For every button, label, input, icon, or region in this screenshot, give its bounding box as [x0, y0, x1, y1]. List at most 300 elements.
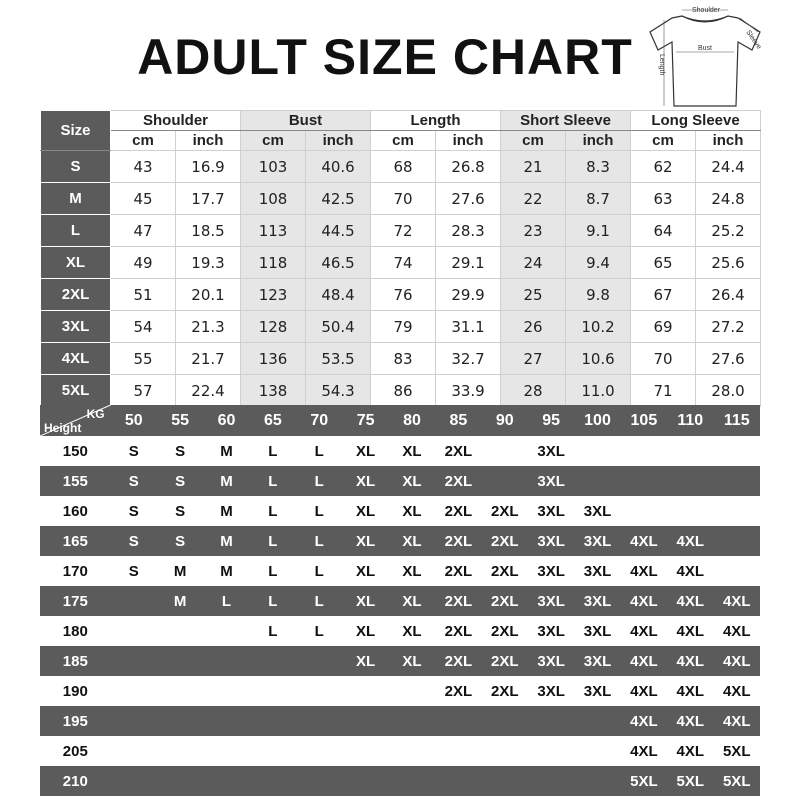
recommended-size-cell: 4XL: [667, 616, 713, 646]
height-label-cell: 190: [40, 676, 111, 706]
measurement-cell: 46.5: [306, 247, 371, 279]
table-row: [40, 496, 760, 526]
recommended-size-cell: M: [203, 436, 249, 466]
weight-header: 90: [482, 405, 528, 436]
recommended-size-cell: 4XL: [713, 676, 760, 706]
table-row: [41, 247, 761, 279]
measurement-cell: 27: [501, 343, 566, 375]
height-label-cell: 150: [40, 436, 111, 466]
height-weight-corner: [40, 405, 111, 436]
recommended-size-cell: 4XL: [667, 676, 713, 706]
measurement-cell: 47: [111, 215, 176, 247]
measurement-cell: 118: [241, 247, 306, 279]
recommended-size-cell: 4XL: [713, 706, 760, 736]
recommended-size-cell: XL: [342, 646, 388, 676]
recommended-size-cell: S: [111, 496, 157, 526]
recommended-size-cell: [203, 706, 249, 736]
recommended-size-cell: [713, 496, 760, 526]
height-label-cell: 165: [40, 526, 111, 556]
measurement-cell: 49: [111, 247, 176, 279]
table-row: [41, 151, 761, 183]
measurement-cell: 27.6: [696, 343, 761, 375]
recommended-size-cell: 4XL: [667, 586, 713, 616]
recommended-size-cell: 2XL: [435, 616, 481, 646]
recommended-size-cell: [296, 736, 342, 766]
table-row: [40, 766, 760, 796]
measurement-cell: 83: [371, 343, 436, 375]
measurement-cell: 86: [371, 375, 436, 407]
measurement-cell: 55: [111, 343, 176, 375]
recommended-size-cell: [621, 466, 667, 496]
recommended-size-cell: L: [296, 556, 342, 586]
recommended-size-cell: [203, 766, 249, 796]
recommended-size-cell: L: [250, 586, 296, 616]
recommended-size-cell: L: [296, 436, 342, 466]
measurement-cell: 68: [371, 151, 436, 183]
recommended-size-cell: 2XL: [482, 496, 528, 526]
recommended-size-cell: 3XL: [574, 526, 620, 556]
recommended-size-cell: 2XL: [482, 616, 528, 646]
recommended-size-cell: [621, 436, 667, 466]
recommended-size-cell: 4XL: [621, 706, 667, 736]
recommended-size-cell: 3XL: [574, 496, 620, 526]
recommended-size-cell: [157, 766, 203, 796]
recommended-size-cell: [296, 646, 342, 676]
recommended-size-cell: [342, 766, 388, 796]
recommended-size-cell: [528, 706, 574, 736]
measurement-cell: 8.3: [566, 151, 631, 183]
weight-header: 55: [157, 405, 203, 436]
measurement-cell: 29.9: [436, 279, 501, 311]
recommended-size-cell: S: [111, 526, 157, 556]
size-label: 5XL: [41, 375, 111, 407]
unit-header: cm: [371, 131, 436, 151]
measurement-cell: 8.7: [566, 183, 631, 215]
group-header: Length: [371, 111, 501, 131]
recommended-size-cell: 3XL: [528, 586, 574, 616]
recommended-size-cell: 2XL: [482, 586, 528, 616]
recommended-size-cell: XL: [389, 526, 435, 556]
measurement-cell: 62: [631, 151, 696, 183]
recommended-size-cell: L: [250, 436, 296, 466]
recommended-size-cell: [713, 466, 760, 496]
recommended-size-cell: 5XL: [713, 766, 760, 796]
recommended-size-cell: S: [157, 526, 203, 556]
recommended-size-cell: [574, 766, 620, 796]
measurement-cell: 20.1: [176, 279, 241, 311]
measurement-cell: 9.4: [566, 247, 631, 279]
diagram-shoulder-label: Shoulder: [692, 7, 721, 14]
recommended-size-cell: L: [250, 556, 296, 586]
recommended-size-cell: 3XL: [574, 616, 620, 646]
recommended-size-cell: [713, 436, 760, 466]
unit-header: cm: [631, 131, 696, 151]
recommended-size-cell: L: [296, 616, 342, 646]
unit-header: inch: [436, 131, 501, 151]
recommended-size-cell: 5XL: [713, 736, 760, 766]
unit-header: inch: [566, 131, 631, 151]
measurement-cell: 72: [371, 215, 436, 247]
measurement-cell: 48.4: [306, 279, 371, 311]
recommended-size-cell: [482, 706, 528, 736]
recommended-size-cell: [482, 736, 528, 766]
recommended-size-cell: [621, 496, 667, 526]
recommended-size-cell: XL: [342, 526, 388, 556]
recommended-size-cell: XL: [342, 616, 388, 646]
weight-header: 50: [111, 405, 157, 436]
measurement-cell: 27.6: [436, 183, 501, 215]
measurement-cell: 54.3: [306, 375, 371, 407]
measurement-cell: 76: [371, 279, 436, 311]
recommended-size-cell: XL: [342, 466, 388, 496]
recommended-size-cell: 4XL: [667, 736, 713, 766]
recommended-size-cell: XL: [342, 496, 388, 526]
recommended-size-cell: S: [111, 556, 157, 586]
weight-header: 80: [389, 405, 435, 436]
recommended-size-cell: [389, 736, 435, 766]
measurement-cell: 65: [631, 247, 696, 279]
page-title: ADULT SIZE CHART: [137, 29, 633, 85]
table-row: [40, 676, 760, 706]
unit-header: inch: [306, 131, 371, 151]
recommended-size-cell: S: [157, 496, 203, 526]
measurement-cell: 57: [111, 375, 176, 407]
height-label-cell: 155: [40, 466, 111, 496]
recommended-size-cell: [250, 766, 296, 796]
measurement-cell: 28: [501, 375, 566, 407]
recommended-size-cell: [157, 676, 203, 706]
recommended-size-cell: 4XL: [667, 526, 713, 556]
kg-label: KG: [86, 407, 105, 421]
recommended-size-cell: [157, 646, 203, 676]
size-label: L: [41, 215, 111, 247]
recommended-size-cell: 4XL: [621, 736, 667, 766]
recommended-size-cell: [342, 676, 388, 706]
recommended-size-cell: [482, 436, 528, 466]
table-row: [41, 183, 761, 215]
measurement-cell: 108: [241, 183, 306, 215]
group-header: Shoulder: [111, 111, 241, 131]
recommended-size-cell: XL: [342, 556, 388, 586]
recommended-size-cell: [528, 766, 574, 796]
recommended-size-cell: [482, 766, 528, 796]
recommended-size-cell: XL: [389, 436, 435, 466]
measurement-cell: 69: [631, 311, 696, 343]
recommended-size-cell: [342, 736, 388, 766]
recommended-size-cell: XL: [389, 496, 435, 526]
recommended-size-cell: 3XL: [528, 466, 574, 496]
recommended-size-cell: [111, 586, 157, 616]
measurement-cell: 43: [111, 151, 176, 183]
recommended-size-cell: 3XL: [528, 556, 574, 586]
recommended-size-cell: [111, 736, 157, 766]
recommended-size-cell: L: [250, 526, 296, 556]
height-label-cell: 205: [40, 736, 111, 766]
size-label: 4XL: [41, 343, 111, 375]
weight-header: 65: [250, 405, 296, 436]
recommended-size-cell: 3XL: [574, 676, 620, 706]
measurement-cell: 45: [111, 183, 176, 215]
height-label-cell: 185: [40, 646, 111, 676]
weight-header: 105: [621, 405, 667, 436]
recommended-size-cell: L: [296, 496, 342, 526]
recommended-size-cell: [296, 706, 342, 736]
recommended-size-cell: [342, 706, 388, 736]
measurement-cell: 27.2: [696, 311, 761, 343]
measurement-cell: 26.8: [436, 151, 501, 183]
recommended-size-cell: 4XL: [621, 646, 667, 676]
recommended-size-cell: L: [250, 496, 296, 526]
table-row: [40, 526, 760, 556]
recommended-size-cell: [111, 766, 157, 796]
measurement-cell: 10.6: [566, 343, 631, 375]
recommended-size-cell: [111, 646, 157, 676]
height-label-cell: 160: [40, 496, 111, 526]
recommended-size-cell: 2XL: [435, 526, 481, 556]
recommended-size-cell: 4XL: [621, 556, 667, 586]
recommended-size-cell: S: [157, 466, 203, 496]
measurement-cell: 16.9: [176, 151, 241, 183]
recommended-size-cell: XL: [389, 586, 435, 616]
measurement-cell: 23: [501, 215, 566, 247]
recommended-size-cell: [250, 736, 296, 766]
recommended-size-cell: 3XL: [574, 586, 620, 616]
recommended-size-cell: L: [296, 586, 342, 616]
recommended-size-cell: XL: [342, 436, 388, 466]
recommended-size-cell: L: [296, 466, 342, 496]
recommended-size-cell: [157, 736, 203, 766]
size-label: S: [41, 151, 111, 183]
table-row: [40, 736, 760, 766]
measurement-cell: 17.7: [176, 183, 241, 215]
measurement-cell: 42.5: [306, 183, 371, 215]
recommended-size-cell: M: [157, 586, 203, 616]
measurement-cell: 29.1: [436, 247, 501, 279]
measurement-cell: 26: [501, 311, 566, 343]
unit-header: cm: [241, 131, 306, 151]
height-label-cell: 195: [40, 706, 111, 736]
recommended-size-cell: 2XL: [482, 646, 528, 676]
recommended-size-cell: XL: [389, 646, 435, 676]
recommended-size-cell: [157, 706, 203, 736]
measurement-cell: 50.4: [306, 311, 371, 343]
recommended-size-cell: 4XL: [621, 616, 667, 646]
recommended-size-cell: L: [203, 586, 249, 616]
measurement-cell: 24: [501, 247, 566, 279]
recommended-size-cell: 4XL: [621, 586, 667, 616]
table-row: [40, 466, 760, 496]
recommended-size-cell: 3XL: [528, 496, 574, 526]
weight-header: 100: [574, 405, 620, 436]
recommended-size-cell: S: [111, 466, 157, 496]
unit-header: inch: [176, 131, 241, 151]
measurement-cell: 24.8: [696, 183, 761, 215]
weight-header: 70: [296, 405, 342, 436]
unit-header: inch: [696, 131, 761, 151]
recommended-size-cell: [667, 436, 713, 466]
weight-header: 95: [528, 405, 574, 436]
measurement-cell: 10.2: [566, 311, 631, 343]
measurement-cell: 123: [241, 279, 306, 311]
table-row: [41, 215, 761, 247]
diagram-bust-label: Bust: [698, 45, 713, 52]
size-label: 3XL: [41, 311, 111, 343]
measurement-cell: 21.3: [176, 311, 241, 343]
recommended-size-cell: [713, 526, 760, 556]
recommended-size-cell: [157, 616, 203, 646]
recommended-size-cell: XL: [389, 466, 435, 496]
recommended-size-cell: M: [203, 556, 249, 586]
height-label: Height: [44, 421, 82, 435]
recommended-size-cell: XL: [389, 616, 435, 646]
size-label: 2XL: [41, 279, 111, 311]
height-weight-table: [40, 405, 760, 796]
weight-header: 60: [203, 405, 249, 436]
measurement-cell: 22: [501, 183, 566, 215]
recommended-size-cell: [713, 556, 760, 586]
recommended-size-cell: [482, 466, 528, 496]
recommended-size-cell: S: [157, 436, 203, 466]
recommended-size-cell: [574, 466, 620, 496]
recommended-size-cell: [435, 736, 481, 766]
recommended-size-cell: 4XL: [667, 646, 713, 676]
measurement-cell: 22.4: [176, 375, 241, 407]
measurement-cell: 113: [241, 215, 306, 247]
recommended-size-cell: [389, 766, 435, 796]
recommended-size-cell: [111, 676, 157, 706]
recommended-size-cell: 3XL: [574, 556, 620, 586]
recommended-size-cell: 3XL: [528, 436, 574, 466]
recommended-size-cell: 3XL: [528, 526, 574, 556]
weight-header: 110: [667, 405, 713, 436]
measurement-cell: 9.8: [566, 279, 631, 311]
measurement-cell: 33.9: [436, 375, 501, 407]
recommended-size-cell: [250, 676, 296, 706]
height-label-cell: 170: [40, 556, 111, 586]
unit-header: cm: [501, 131, 566, 151]
recommended-size-cell: [574, 736, 620, 766]
recommended-size-cell: 3XL: [528, 676, 574, 706]
recommended-size-cell: 4XL: [667, 706, 713, 736]
recommended-size-cell: [250, 706, 296, 736]
measurement-cell: 28.0: [696, 375, 761, 407]
recommended-size-cell: XL: [342, 586, 388, 616]
measurement-cell: 53.5: [306, 343, 371, 375]
table-row: [41, 343, 761, 375]
recommended-size-cell: [296, 766, 342, 796]
diagram-length-label: Length: [658, 54, 665, 76]
recommended-size-cell: [203, 646, 249, 676]
height-label-cell: 180: [40, 616, 111, 646]
group-header: Bust: [241, 111, 371, 131]
measurement-cell: 19.3: [176, 247, 241, 279]
recommended-size-cell: M: [203, 526, 249, 556]
recommended-size-cell: 2XL: [482, 526, 528, 556]
recommended-size-cell: [111, 616, 157, 646]
measurement-cell: 25.6: [696, 247, 761, 279]
measurement-cell: 24.4: [696, 151, 761, 183]
recommended-size-cell: 4XL: [621, 676, 667, 706]
height-label-cell: 210: [40, 766, 111, 796]
recommended-size-cell: L: [250, 466, 296, 496]
table-row: [40, 646, 760, 676]
recommended-size-cell: 5XL: [621, 766, 667, 796]
recommended-size-cell: [389, 676, 435, 706]
measurement-cell: 70: [631, 343, 696, 375]
table-row: [41, 375, 761, 407]
table-row: [40, 616, 760, 646]
weight-header: 115: [713, 405, 760, 436]
table-row: [40, 436, 760, 466]
measurement-cell: 32.7: [436, 343, 501, 375]
measurement-cell: 21.7: [176, 343, 241, 375]
recommended-size-cell: [435, 706, 481, 736]
measurement-cell: 70: [371, 183, 436, 215]
measurement-cell: 64: [631, 215, 696, 247]
recommended-size-cell: [389, 706, 435, 736]
tshirt-measurement-diagram: [642, 2, 762, 110]
table-row: [40, 706, 760, 736]
height-label-cell: 175: [40, 586, 111, 616]
measurement-cell: 79: [371, 311, 436, 343]
size-measurement-table: [40, 110, 761, 407]
recommended-size-cell: XL: [389, 556, 435, 586]
measurement-cell: 26.4: [696, 279, 761, 311]
table-row: [41, 279, 761, 311]
recommended-size-cell: [528, 736, 574, 766]
group-header: Short Sleeve: [501, 111, 631, 131]
recommended-size-cell: 2XL: [435, 646, 481, 676]
measurement-cell: 44.5: [306, 215, 371, 247]
recommended-size-cell: [574, 706, 620, 736]
table-row: [40, 556, 760, 586]
measurement-cell: 25: [501, 279, 566, 311]
recommended-size-cell: [111, 706, 157, 736]
measurement-cell: 25.2: [696, 215, 761, 247]
size-header: Size: [41, 111, 111, 151]
recommended-size-cell: 2XL: [435, 496, 481, 526]
recommended-size-cell: 2XL: [435, 586, 481, 616]
recommended-size-cell: L: [250, 616, 296, 646]
recommended-size-cell: 2XL: [435, 436, 481, 466]
recommended-size-cell: 2XL: [482, 676, 528, 706]
recommended-size-cell: S: [111, 436, 157, 466]
recommended-size-cell: [296, 676, 342, 706]
recommended-size-cell: 3XL: [528, 646, 574, 676]
recommended-size-cell: 4XL: [667, 556, 713, 586]
measurement-cell: 9.1: [566, 215, 631, 247]
group-header: Long Sleeve: [631, 111, 761, 131]
measurement-cell: 31.1: [436, 311, 501, 343]
recommended-size-cell: [667, 466, 713, 496]
recommended-size-cell: [203, 676, 249, 706]
measurement-cell: 128: [241, 311, 306, 343]
recommended-size-cell: 2XL: [435, 466, 481, 496]
recommended-size-cell: 4XL: [713, 646, 760, 676]
recommended-size-cell: M: [203, 466, 249, 496]
measurement-cell: 28.3: [436, 215, 501, 247]
recommended-size-cell: [203, 616, 249, 646]
diagram-sleeve-label: Sleeve: [744, 29, 762, 51]
measurement-cell: 11.0: [566, 375, 631, 407]
measurement-cell: 40.6: [306, 151, 371, 183]
recommended-size-cell: 4XL: [713, 616, 760, 646]
recommended-size-cell: 4XL: [621, 526, 667, 556]
recommended-size-cell: 3XL: [528, 616, 574, 646]
measurement-cell: 136: [241, 343, 306, 375]
measurement-cell: 67: [631, 279, 696, 311]
size-label: XL: [41, 247, 111, 279]
